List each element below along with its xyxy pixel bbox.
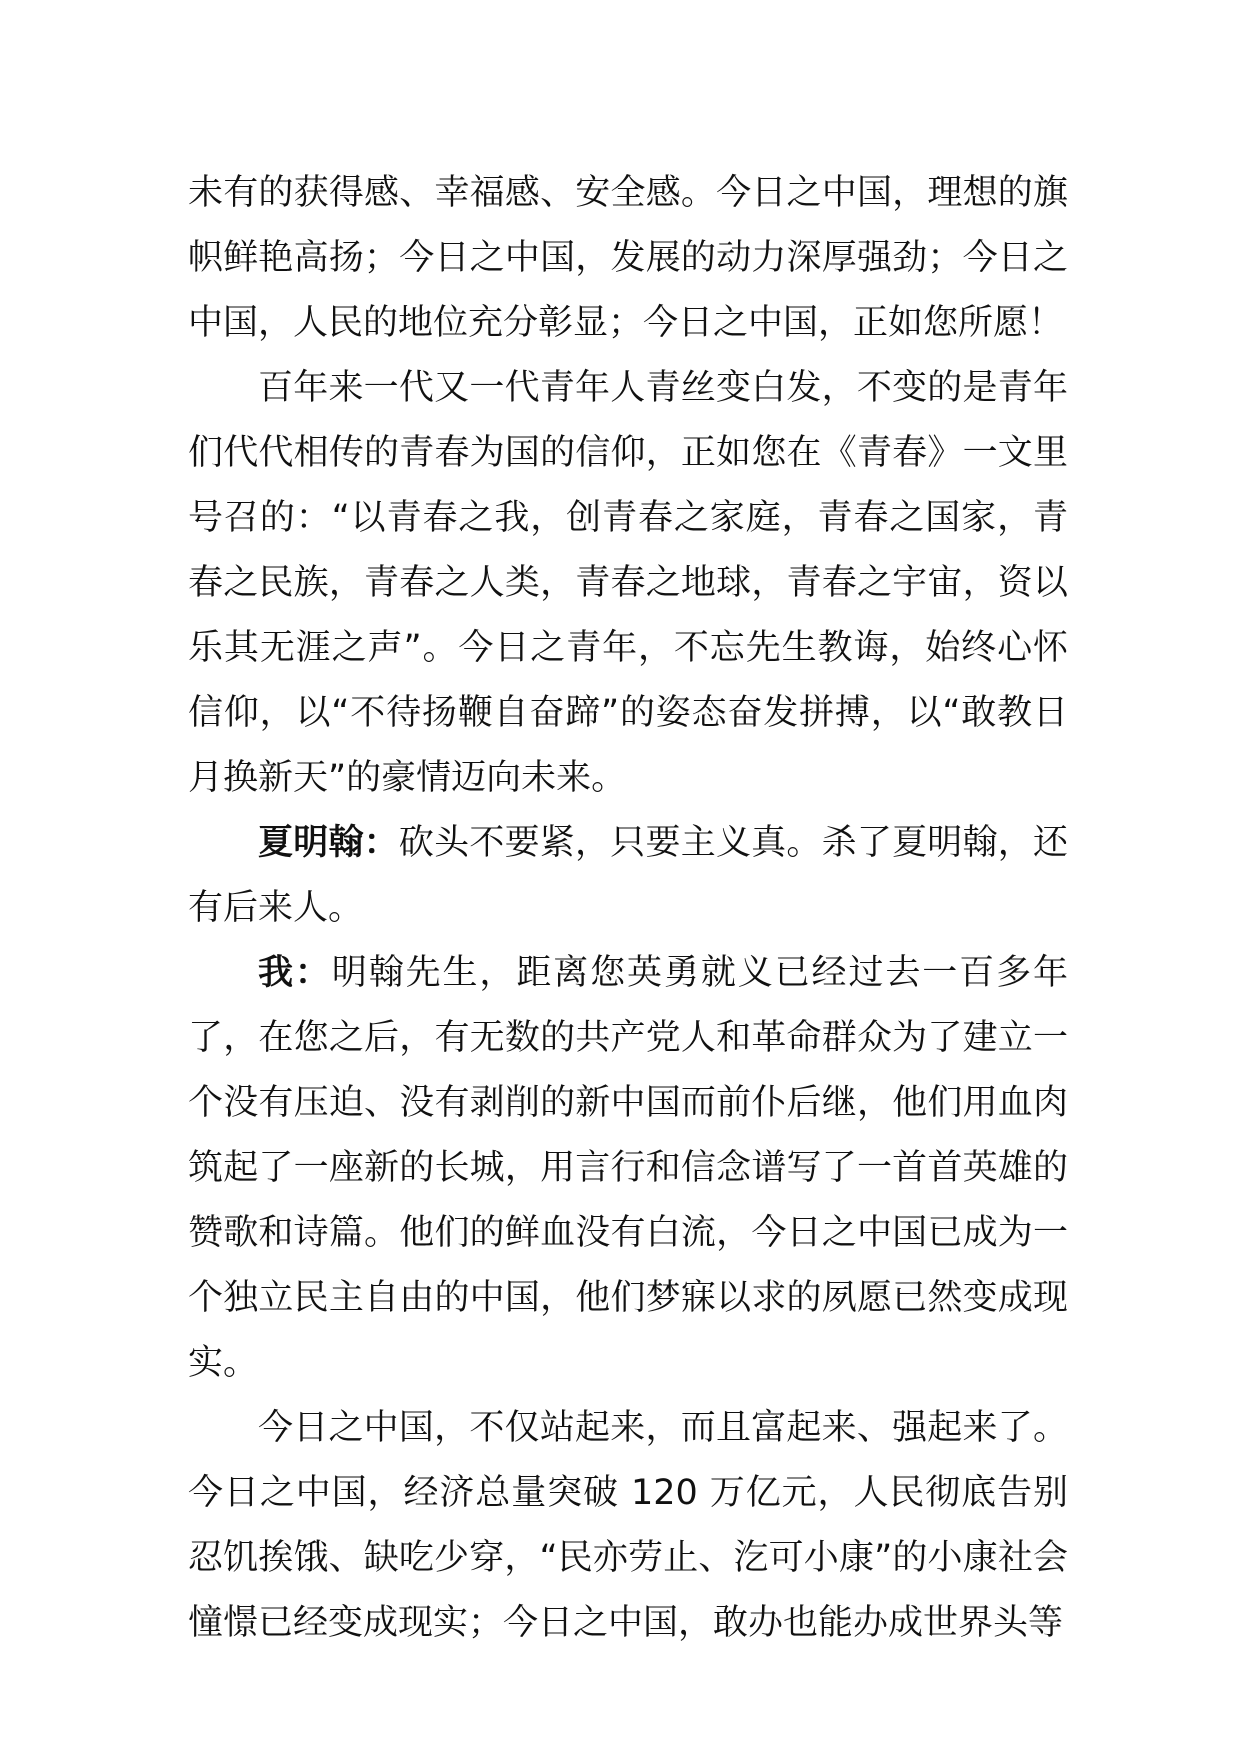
paragraph-text: 砍头不要紧，只要主义真。杀了夏明翰，还有后来人。 — [188, 823, 1068, 928]
paragraph — [188, 356, 1068, 811]
paragraph — [188, 161, 1068, 356]
body-text — [188, 161, 1068, 1656]
paragraph-text: 未有的获得感、幸福感、安全感。今日之中国，理想的旗帜鲜艳高扬；今日之中国，发展的动力深厚强劲；今日之中国，人民的地位充分彰显；今日之中国，正如您所愿！ — [188, 173, 1068, 343]
paragraph — [188, 1396, 1068, 1656]
paragraph-text: 百年来一代又一代青年人青丝变白发，不变的是青年们代代相传的青春为国的信仰，正如您在《青春》一文里号召的：“以青春之我，创青春之家庭，青春之国家，青春之民族，青春之人类，青春之地球，青春之宇宙，资以乐其无涯之声”。今日之青年，不忘先生教诲，始终心怀信仰，以“不待扬鞭自奋蹄”的姿态奋发拼搏，以“敢教日月换新天”的豪情迈向未来。 — [188, 368, 1068, 798]
speaker-label: 我： — [258, 953, 332, 993]
paragraph-text: 今日之中国，不仅站起来，而且富起来、强起来了。今日之中国，经济总量突破 120 万亿元，人民彻底告别忍饥挨饿、缺吃少穿，“民亦劳止、汔可小康”的小康社会憧憬已经变成现实；今日之中国，敢办也能办成世界头等 — [188, 1408, 1068, 1643]
speaker-label: 夏明翰： — [258, 823, 399, 863]
paragraph — [188, 811, 1068, 941]
paragraph — [188, 941, 1068, 1396]
paragraph-text: 明翰先生，距离您英勇就义已经过去一百多年了，在您之后，有无数的共产党人和革命群众为了建立一个没有压迫、没有剥削的新中国而前仆后继，他们用血肉筑起了一座新的长城，用言行和信念谱写了一首首英雄的赞歌和诗篇。他们的鲜血没有白流，今日之中国已成为一个独立民主自由的中国，他们梦寐以求的夙愿已然变成现实。 — [188, 953, 1068, 1383]
